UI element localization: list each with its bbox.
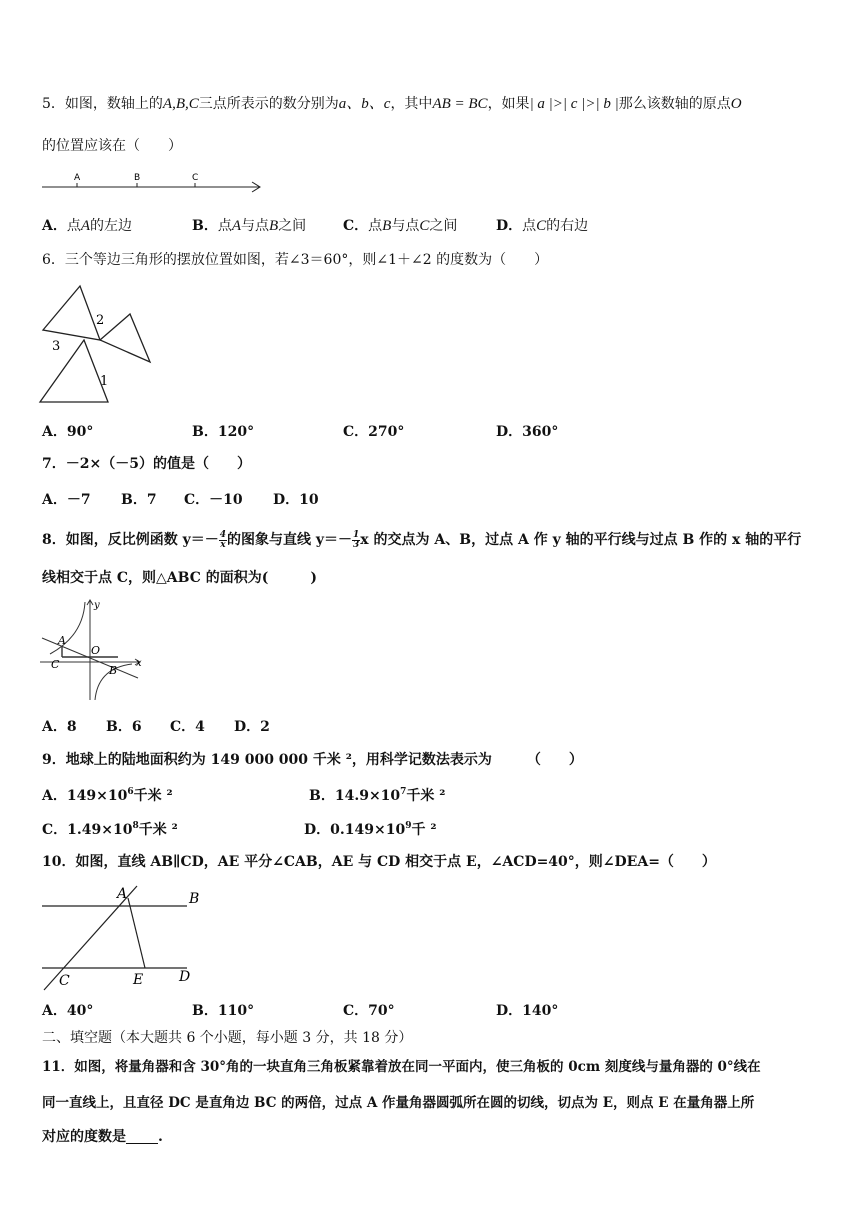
q10-question: 10．如图，直线 AB∥CD，AE 平分∠CAB，AE 与 CD 相交于点 E，∠ACD=40°，则∠DEA=（ ） (42, 854, 716, 870)
q7-question: 7．－2×（－5）的值是（ ） (42, 456, 251, 472)
graph-label-y: y (94, 600, 100, 611)
q5-text-mid2: ，其中 (390, 96, 433, 112)
q8-option-b: B．6 (106, 719, 142, 735)
q8-option-a: A．8 (42, 719, 77, 735)
q8-graph-figure (40, 596, 150, 704)
q5-abs: | a |>| c |>| b | (529, 96, 619, 112)
q11-line1: 11．如图，将量角器和含 30°角的一块直角三角板紧靠着放在同一平面内，使三角板的 0cm 刻度线与量角器的 0°线在 (42, 1059, 761, 1075)
q8-fraction-4-over-x: $\frac{4}{x}$ (219, 529, 227, 550)
q5-option-c: C．点B与点C之间 (343, 218, 458, 234)
graph-label-a: A (58, 634, 66, 647)
q9-option-b: B．$14.9\times 10^7$千米 ² (309, 787, 446, 804)
angle-label-1: 1 (100, 374, 109, 389)
q10-option-c: C．70° (343, 1003, 395, 1019)
axis-label-a: A (74, 173, 81, 183)
graph-label-c: C (51, 658, 60, 671)
fig-label-c: C (59, 973, 70, 989)
q5-option-b: B．点A与点B之间 (192, 218, 307, 234)
fig-label-b: B (189, 891, 200, 907)
q11-line3: 对应的度数是 . (42, 1129, 163, 1145)
q6-option-c: C．270° (343, 424, 405, 440)
q5-option-a: A．点A的左边 (42, 218, 133, 234)
graph-label-o: O (91, 644, 101, 657)
q8-line1: 8．如图，反比例函数 y＝－ $\frac{4}{x}$ 的图象与直线 y＝－ $\frac{1}{3}$ x 的交点为 A、B，过点 A 作 y 轴的平行线与过点 B 作的 x 轴的平行 (42, 529, 802, 550)
q5-text-prefix: 如图，数轴上的 (64, 96, 163, 112)
section-heading: 二、填空题（本大题共 6 个小题，每小题 3 分，共 18 分） (42, 1030, 413, 1046)
q10-option-d: D．140° (496, 1003, 559, 1019)
fig-label-a: A (117, 886, 128, 902)
q6-option-d: D．360° (496, 424, 559, 440)
q7-option-a: A．－7 (42, 492, 91, 508)
q5-text-mid4: 那么该数轴的原点 (618, 96, 731, 112)
q6-triangles-figure (40, 284, 155, 404)
q7-option-d: D．10 (273, 492, 319, 508)
q5-points: A,B,C (162, 96, 199, 112)
graph-label-b: B (109, 664, 118, 677)
q6-option-b: B．120° (192, 424, 255, 440)
q5-text-mid3: ，如果 (487, 96, 530, 112)
q8-option-c: C．4 (170, 719, 205, 735)
q11-line2: 同一直线上，且直径 DC 是直角边 BC 的两倍，过点 A 作量角器圆弧所在圆的切线，切点为 E，则点 E 在量角器上所 (42, 1095, 755, 1111)
angle-label-3: 3 (52, 339, 61, 354)
q9-option-c: C．$1.49\times 10^8$千米 ² (42, 821, 178, 838)
q5-condition: AB = BC (432, 96, 488, 112)
q6-option-a: A．90° (42, 424, 94, 440)
answer-blank[interactable] (126, 1129, 158, 1144)
q8-fraction-1-over-3: $\frac{1}{3}$ (353, 529, 360, 550)
q9-question: 9．地球上的陆地面积约为 149 000 000 千米 ²，用科学记数法表示为 （ ） (42, 752, 583, 768)
q5-origin: O (730, 96, 742, 112)
q5-line2: 的位置应该在（ ） (42, 138, 182, 154)
axis-label-b: B (134, 173, 141, 183)
q9-option-a: A．$149\times 10^6$千米 ² (42, 787, 173, 804)
axis-label-c: C (192, 173, 199, 183)
q5-number-line (42, 170, 264, 198)
q8-line2: 线相交于点 C，则△ABC 的面积为( ) (42, 570, 318, 586)
q10-parallel-lines-figure (42, 884, 212, 994)
q7-option-b: B．7 (121, 492, 157, 508)
q5-text-mid1: 三点所表示的数分别为 (198, 96, 339, 112)
q5-line1 (42, 94, 742, 114)
q10-option-a: A．40° (42, 1003, 94, 1019)
q9-option-d: D．$0.149\times 10^9$千 ² (304, 821, 437, 838)
angle-label-2: 2 (96, 313, 105, 328)
fig-label-d: D (179, 969, 191, 985)
q6-question: 6．三个等边三角形的摆放位置如图，若∠3＝60°，则∠1＋∠2 的度数为（ ） (42, 252, 549, 268)
fig-label-e: E (133, 972, 144, 988)
q8-option-d: D．2 (234, 719, 270, 735)
q5-number: 5． (42, 96, 65, 112)
q10-option-b: B．110° (192, 1003, 255, 1019)
graph-label-x: x (136, 658, 142, 669)
q5-option-d: D．点C的右边 (496, 218, 589, 234)
q7-option-c: C．－10 (184, 492, 243, 508)
q5-abc: a、b、c (338, 96, 391, 112)
